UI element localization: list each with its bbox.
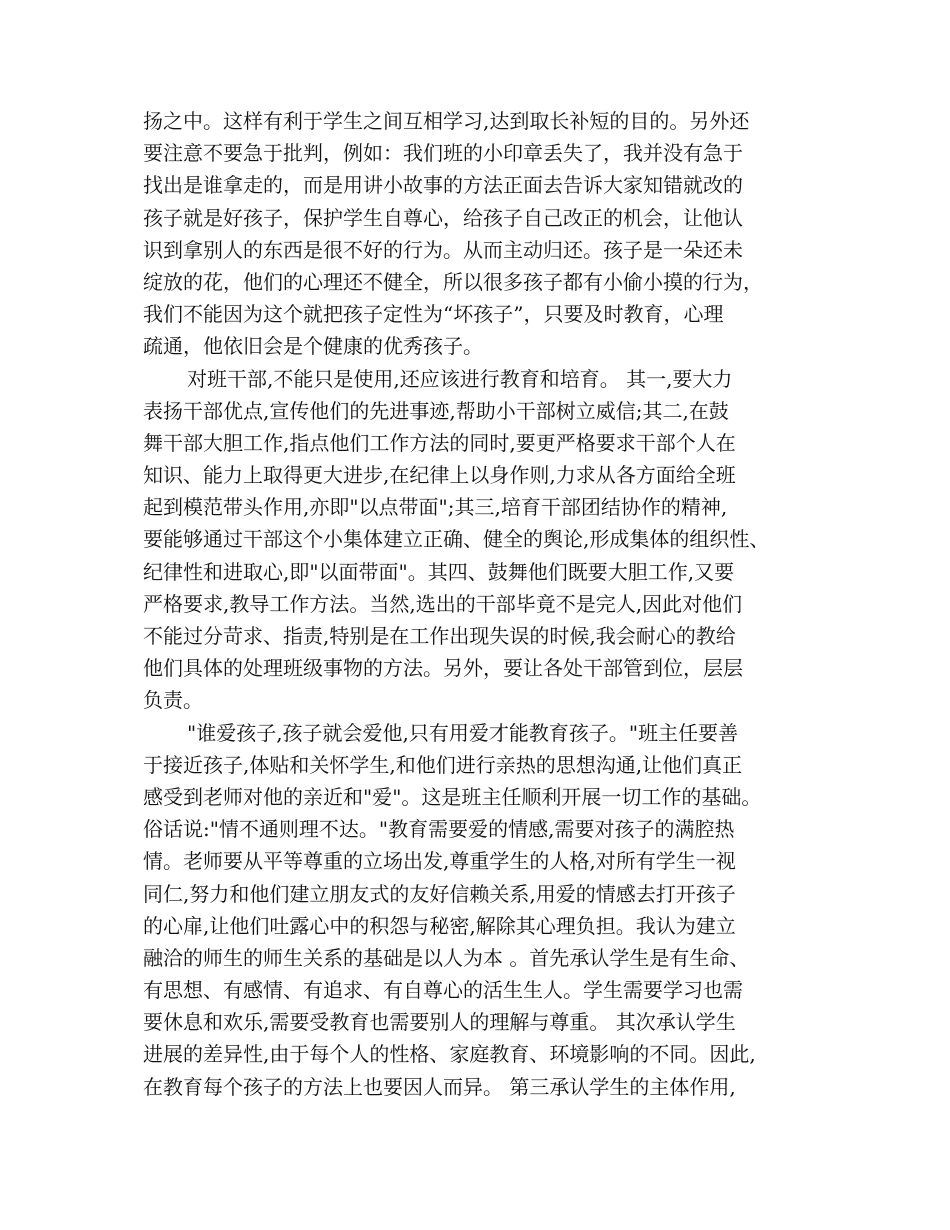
text-line: 感受到老师对他的亲近和"爱"。这是班主任顺利开展一切工作的基础。 — [143, 784, 762, 809]
text-line: 不能过分苛求、指责,特别是在工作出现失误的时候,我会耐心的教给 — [143, 624, 736, 648]
text-line: 绽放的花，他们的心理还不健全，所以很多孩子都有小偷小摸的行为， — [143, 269, 763, 294]
text-line: 我们不能因为这个就把孩子定性为“坏孩子”，只要及时教育，心理 — [143, 302, 724, 327]
document-body — [143, 105, 823, 1103]
text-line: 他们具体的处理班级事物的方法。另外，要让各处干部管到位，层层 — [143, 656, 743, 681]
text-line: 纪律性和进取心,即"以面带面"。其四、鼓舞他们既要大胆工作,又要 — [143, 559, 735, 584]
text-line: 疏通，他依旧会是个健康的优秀孩子。 — [143, 334, 483, 359]
text-line: 情。老师要从平等尊重的立场出发,尊重学生的人格,对所有学生一视 — [143, 849, 736, 874]
text-line: 知识、能力上取得更大进步,在纪律上以身作则,力求从各方面给全班 — [143, 463, 736, 488]
text-line: 要休息和欢乐,需要受教育也需要别人的理解与尊重。 其次承认学生 — [143, 1010, 736, 1035]
text-line: 俗话说:"情不通则理不达。"教育需要爱的情感,需要对孩子的满腔热 — [143, 817, 735, 842]
text-line: 要注意不要急于批判，例如：我们班的小印章丢失了，我并没有急于 — [143, 141, 743, 166]
text-line: 要能够通过干部这个小集体建立正确、健全的舆论,形成集体的组织性、 — [143, 527, 770, 552]
text-line: 同仁,努力和他们建立朋友式的友好信赖关系,用爱的情感去打开孩子 — [143, 881, 736, 906]
text-line: 起到模范带头作用,亦即"以点带面";其三,培育干部团结协作的精神, — [143, 495, 728, 520]
paragraph-first-line: "谁爱孩子,孩子就会爱他,只有用爱才能教育孩子。"班主任要善 — [187, 720, 739, 745]
text-line: 舞干部大胆工作,指点他们工作方法的同时,要更严格要求干部个人在 — [143, 430, 736, 455]
text-line: 识到拿别人的东西是很不好的行为。从而主动归还。孩子是一朵还未 — [143, 237, 743, 262]
text-line: 进展的差异性,由于每个人的性格、家庭教育、环境影响的不同。因此, — [143, 1042, 756, 1067]
text-line: 融洽的师生的师生关系的基础是以人为本 。首先承认学生是有生命、 — [143, 945, 750, 970]
text-line: 于接近孩子,体贴和关怀学生,和他们进行亲热的思想沟通,让他们真正 — [143, 752, 743, 777]
text-line: 负责。 — [143, 688, 203, 713]
text-line: 的心扉,让他们吐露心中的积怨与秘密,解除其心理负担。我认为建立 — [143, 913, 736, 938]
paragraph-first-line: 对班干部,不能只是使用,还应该进行教育和培育。 其一,要大力 — [187, 366, 733, 391]
text-line: 在教育每个孩子的方法上也要因人而异。 第三承认学生的主体作用, — [143, 1074, 736, 1099]
text-line: 孩子就是好孩子，保护学生自尊心，给孩子自己改正的机会，让他认 — [143, 205, 743, 230]
text-line: 扬之中。这样有利于学生之间互相学习,达到取长补短的目的。另外还 — [143, 109, 750, 133]
text-line: 有思想、有感情、有追求、有自尊心的活生生人。学生需要学习也需 — [143, 978, 743, 1003]
text-line: 严格要求,教导工作方法。当然,选出的干部毕竟不是完人,因此对他们 — [143, 591, 743, 616]
text-line: 表扬干部优点,宣传他们的先进事迹,帮助小干部树立威信;其二,在鼓 — [143, 398, 729, 423]
text-line: 找出是谁拿走的，而是用讲小故事的方法正面去告诉大家知错就改的 — [143, 173, 743, 198]
